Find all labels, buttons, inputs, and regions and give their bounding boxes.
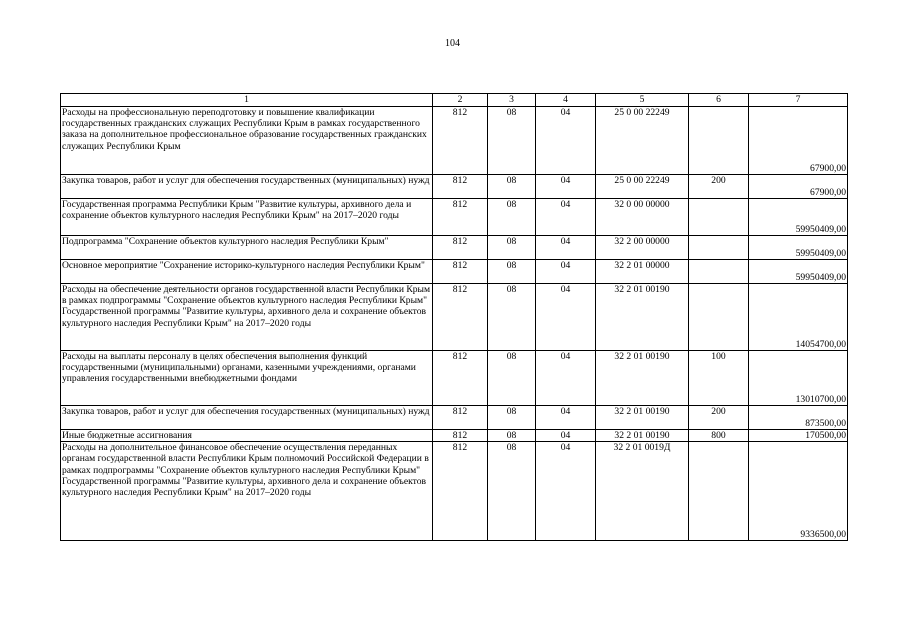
table-row [61, 351, 848, 406]
row-expense-type: 200 [689, 406, 749, 430]
row-subsection-code: 04 [536, 199, 596, 236]
row-expense-type [689, 199, 749, 236]
table-row [61, 236, 848, 260]
row-subsection-code: 04 [536, 284, 596, 351]
row-ministry-code: 812 [433, 107, 488, 175]
row-description: Основное мероприятие "Сохранение историко-культурного наследия Республики Крым" [61, 260, 433, 284]
row-target-code: 32 2 01 00190 [596, 406, 689, 430]
budget-table [60, 93, 848, 541]
table-row [61, 430, 848, 442]
row-amount: 59950409,00 [749, 236, 848, 260]
row-subsection-code: 04 [536, 406, 596, 430]
row-description: Расходы на дополнительное финансовое обеспечение осуществления переданных органам государственной власти Республики Крым полномочий Российской Федерации в рамках подпрограммы "Сохранение объектов культурного наследия Республики Крым" Государственной программы "Развитие культуры, архивного дела и сохранение объектов культурного наследия Республики Крым" на 2017–2020 годы [61, 442, 433, 541]
row-section-code: 08 [488, 430, 536, 442]
row-amount: 9336500,00 [749, 442, 848, 541]
row-ministry-code: 812 [433, 260, 488, 284]
row-target-code: 32 2 01 00190 [596, 430, 689, 442]
column-header: 7 [749, 94, 848, 107]
row-subsection-code: 04 [536, 175, 596, 199]
row-amount: 873500,00 [749, 406, 848, 430]
row-ministry-code: 812 [433, 236, 488, 260]
row-amount: 59950409,00 [749, 199, 848, 236]
column-header: 5 [596, 94, 689, 107]
table-row [61, 107, 848, 175]
row-ministry-code: 812 [433, 430, 488, 442]
row-section-code: 08 [488, 236, 536, 260]
row-ministry-code: 812 [433, 284, 488, 351]
row-section-code: 08 [488, 107, 536, 175]
row-section-code: 08 [488, 442, 536, 541]
row-subsection-code: 04 [536, 236, 596, 260]
row-description: Расходы на выплаты персоналу в целях обеспечения выполнения функций государственными (муниципальными) органами, казенными учреждениями, органами управления государственными внебюджетными фондами [61, 351, 433, 406]
row-amount: 13010700,00 [749, 351, 848, 406]
row-subsection-code: 04 [536, 260, 596, 284]
row-expense-type [689, 284, 749, 351]
row-target-code: 32 2 01 00190 [596, 351, 689, 406]
row-target-code: 32 2 01 0019Д [596, 442, 689, 541]
row-section-code: 08 [488, 406, 536, 430]
row-expense-type [689, 107, 749, 175]
row-amount: 59950409,00 [749, 260, 848, 284]
row-expense-type: 100 [689, 351, 749, 406]
table-row [61, 175, 848, 199]
table-row [61, 260, 848, 284]
row-description: Иные бюджетные ассигнования [61, 430, 433, 442]
row-expense-type [689, 236, 749, 260]
row-section-code: 08 [488, 199, 536, 236]
row-ministry-code: 812 [433, 351, 488, 406]
column-header: 2 [433, 94, 488, 107]
column-header: 3 [488, 94, 536, 107]
row-expense-type [689, 442, 749, 541]
row-target-code: 25 0 00 22249 [596, 175, 689, 199]
row-description: Государственная программа Республики Крым "Развитие культуры, архивного дела и сохранение объектов культурного наследия Республики Крым" на 2017–2020 годы [61, 199, 433, 236]
row-ministry-code: 812 [433, 175, 488, 199]
row-section-code: 08 [488, 284, 536, 351]
row-description: Закупка товаров, работ и услуг для обеспечения государственных (муниципальных) нужд [61, 175, 433, 199]
row-description: Подпрограмма "Сохранение объектов культурного наследия Республики Крым" [61, 236, 433, 260]
column-header: 6 [689, 94, 749, 107]
row-ministry-code: 812 [433, 199, 488, 236]
table-row [61, 199, 848, 236]
row-expense-type [689, 260, 749, 284]
row-subsection-code: 04 [536, 430, 596, 442]
row-ministry-code: 812 [433, 442, 488, 541]
row-section-code: 08 [488, 175, 536, 199]
row-expense-type: 200 [689, 175, 749, 199]
row-subsection-code: 04 [536, 351, 596, 406]
row-section-code: 08 [488, 260, 536, 284]
column-header: 1 [61, 94, 433, 107]
row-description: Расходы на профессиональную переподготовку и повышение квалификации государственных гражданских служащих Республики Крым в рамках государственного заказа на дополнительное профессиональное образование государственных гражданских служащих Республики Крым [61, 107, 433, 175]
row-expense-type: 800 [689, 430, 749, 442]
table-header-row [61, 94, 848, 107]
row-ministry-code: 812 [433, 406, 488, 430]
table-row [61, 284, 848, 351]
table-row [61, 442, 848, 541]
row-target-code: 32 2 01 00190 [596, 284, 689, 351]
column-header: 4 [536, 94, 596, 107]
page-number: 104 [445, 38, 460, 49]
row-target-code: 25 0 00 22249 [596, 107, 689, 175]
row-description: Расходы на обеспечение деятельности органов государственной власти Республики Крым в рамках подпрограммы "Сохранение объектов культурного наследия Республики Крым" Государственной программы "Развитие культуры, архивного дела и сохранение объектов культурного наследия Республики Крым" на 2017–2020 годы [61, 284, 433, 351]
table-row [61, 406, 848, 430]
row-subsection-code: 04 [536, 107, 596, 175]
row-section-code: 08 [488, 351, 536, 406]
row-amount: 170500,00 [749, 430, 848, 442]
row-target-code: 32 0 00 00000 [596, 199, 689, 236]
row-subsection-code: 04 [536, 442, 596, 541]
row-target-code: 32 2 00 00000 [596, 236, 689, 260]
row-amount: 14054700,00 [749, 284, 848, 351]
row-description: Закупка товаров, работ и услуг для обеспечения государственных (муниципальных) нужд [61, 406, 433, 430]
row-amount: 67900,00 [749, 107, 848, 175]
row-amount: 67900,00 [749, 175, 848, 199]
row-target-code: 32 2 01 00000 [596, 260, 689, 284]
